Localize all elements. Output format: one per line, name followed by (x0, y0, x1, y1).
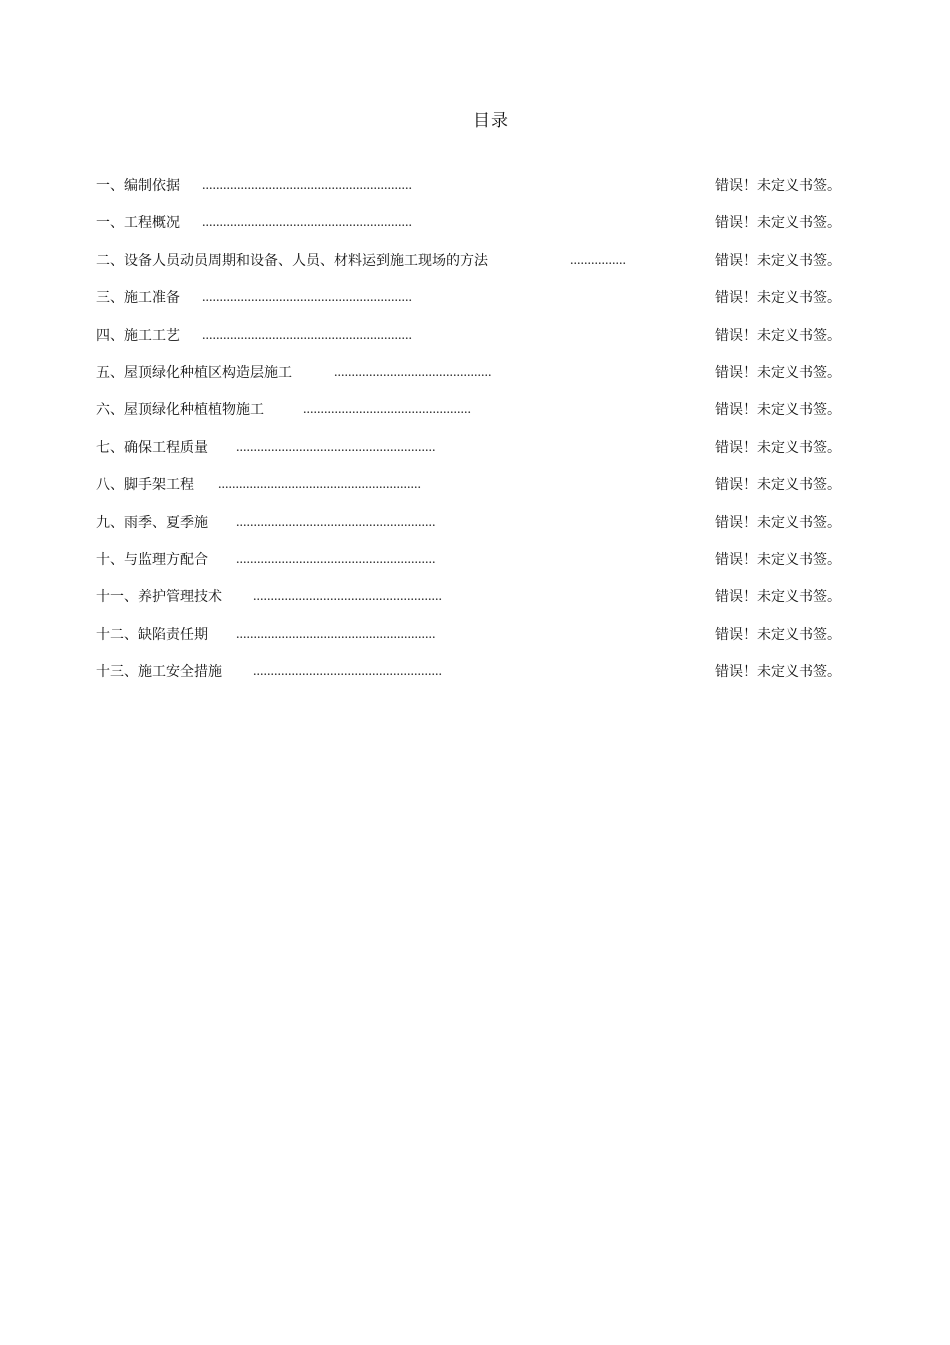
toc-entry[interactable] (96, 398, 841, 435)
toc-entry-label: 十二、缺陷责任期 (96, 626, 208, 643)
toc-page-ref: 错误！未定义书签。 (715, 178, 841, 194)
toc-entry-label: 一、工程概况 (96, 215, 180, 232)
toc-leader-dots: ...................................................... (253, 589, 442, 605)
toc-leader-dots: ............................................................ (202, 290, 412, 306)
table-of-contents (96, 174, 841, 697)
toc-entry[interactable] (96, 436, 841, 473)
toc-entry[interactable] (96, 174, 841, 211)
toc-entry-label: 十三、施工安全措施 (96, 664, 222, 681)
toc-entry[interactable] (96, 623, 841, 660)
toc-entry-label: 五、屋顶绿化种植区构造层施工 (96, 364, 292, 381)
toc-leader-dots: ...................................................... (253, 664, 442, 680)
toc-entry-label: 一、编制依据 (96, 178, 180, 194)
page-title: 目录 (473, 111, 509, 131)
toc-page-ref: 错误！未定义书签。 (715, 589, 841, 606)
toc-page-ref: 错误！未定义书签。 (715, 215, 841, 232)
toc-entry-label: 三、施工准备 (96, 290, 180, 307)
toc-page-ref: 错误！未定义书签。 (715, 551, 841, 568)
toc-entry[interactable] (96, 286, 841, 323)
toc-leader-dots: ......................................................... (236, 439, 436, 455)
toc-entry-label: 十、与监理方配合 (96, 551, 208, 568)
toc-leader-dots: ......................................................... (236, 514, 436, 530)
toc-leader-dots: ................................................ (303, 402, 471, 418)
toc-leader-dots: ......................................................... (236, 551, 436, 567)
toc-entry-label: 二、设备人员动员周期和设备、人员、材料运到施工现场的方法 (96, 252, 488, 269)
toc-page-ref: 错误！未定义书签。 (715, 402, 841, 419)
toc-entry[interactable] (96, 511, 841, 548)
toc-leader-dots: ......................................................... (236, 626, 436, 642)
toc-entry[interactable] (96, 585, 841, 622)
toc-leader-dots: ............................................................ (202, 178, 412, 193)
toc-entry[interactable] (96, 211, 841, 248)
toc-page-ref: 错误！未定义书签。 (715, 252, 841, 269)
toc-entry-label: 七、确保工程质量 (96, 439, 208, 456)
toc-entry-label: 八、脚手架工程 (96, 477, 194, 494)
toc-leader-dots: ................ (570, 252, 626, 268)
toc-page-ref: 错误！未定义书签。 (715, 439, 841, 456)
toc-page-ref: 错误！未定义书签。 (715, 477, 841, 494)
toc-page-ref: 错误！未定义书签。 (715, 327, 841, 344)
toc-entry[interactable] (96, 249, 841, 286)
toc-page-ref: 错误！未定义书签。 (715, 514, 841, 531)
toc-page-ref: 错误！未定义书签。 (715, 364, 841, 381)
toc-entry[interactable] (96, 660, 841, 697)
toc-entry[interactable] (96, 324, 841, 361)
toc-entry-label: 十一、养护管理技术 (96, 589, 222, 606)
toc-leader-dots: ............................................. (334, 364, 492, 380)
toc-entry[interactable] (96, 361, 841, 398)
toc-entry[interactable] (96, 548, 841, 585)
toc-entry[interactable] (96, 473, 841, 510)
toc-leader-dots: ............................................................ (202, 215, 412, 231)
toc-leader-dots: ............................................................ (202, 327, 412, 343)
toc-entry-label: 九、雨季、夏季施 (96, 514, 208, 531)
toc-page-ref: 错误！未定义书签。 (715, 664, 841, 681)
toc-page-ref: 错误！未定义书签。 (715, 290, 841, 307)
toc-page-ref: 错误！未定义书签。 (715, 626, 841, 643)
toc-entry-label: 四、施工工艺 (96, 327, 180, 344)
toc-entry-label: 六、屋顶绿化种植植物施工 (96, 402, 264, 419)
toc-leader-dots: .......................................................... (218, 477, 421, 493)
